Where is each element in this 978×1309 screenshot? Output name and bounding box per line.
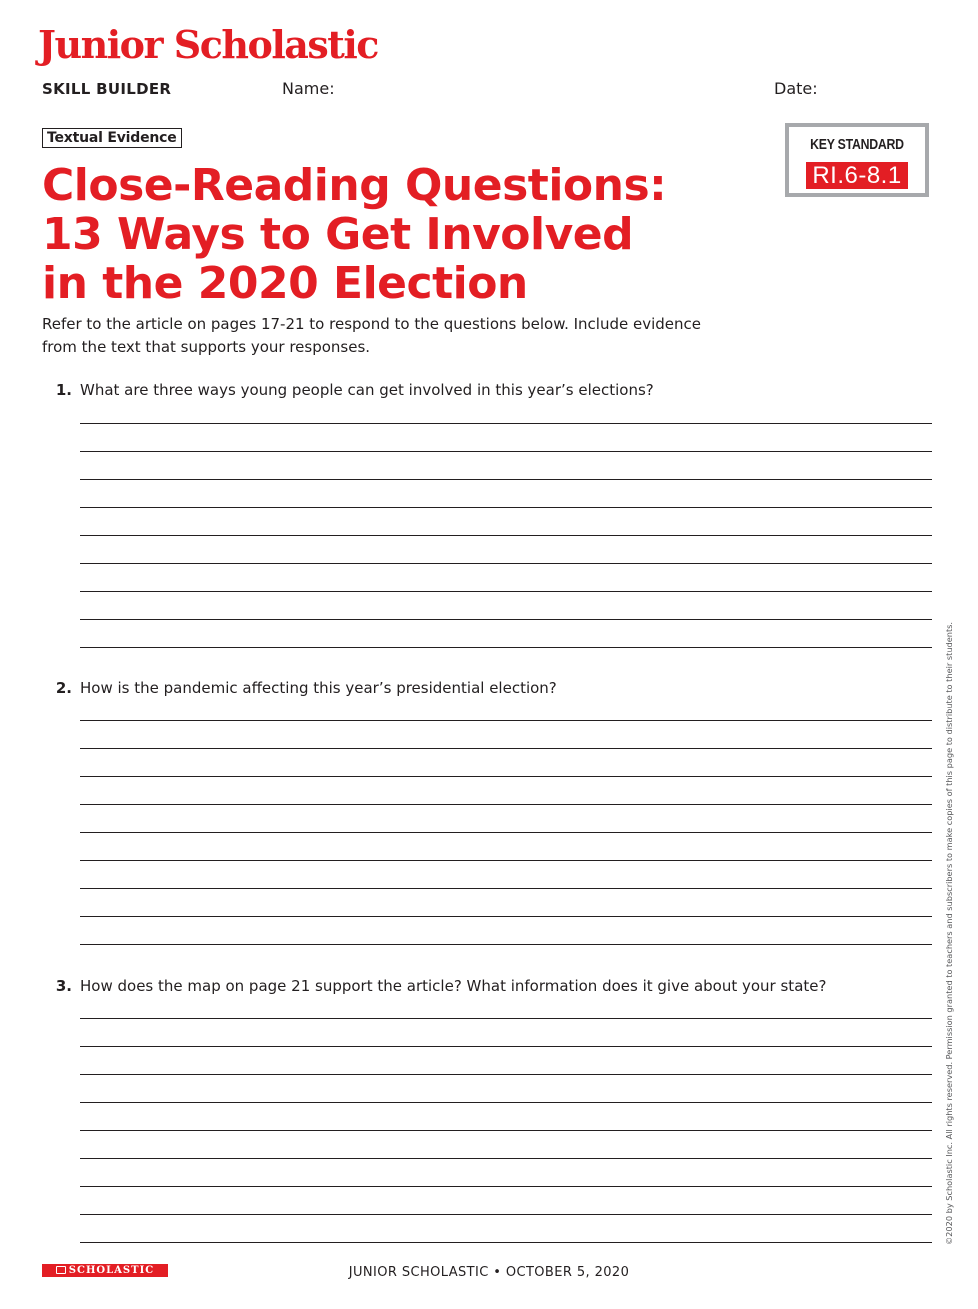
answer-line[interactable] [80,1046,932,1047]
answer-line[interactable] [80,1102,932,1103]
title-line: Close-Reading Questions: [42,160,667,211]
answer-line[interactable] [80,720,932,721]
answer-line[interactable] [80,1186,932,1187]
date-label: Date: [774,79,818,98]
answer-line[interactable] [80,591,932,592]
instructions-line: from the text that supports your responses. [42,338,371,356]
topic-tag: Textual Evidence [42,128,182,148]
name-label: Name: [282,79,335,98]
answer-line[interactable] [80,748,932,749]
answer-line[interactable] [80,563,932,564]
question-text: How does the map on page 21 support the article? What information does it give about your state? [80,977,827,995]
key-standard-box [785,123,929,197]
answer-line[interactable] [80,1074,932,1075]
instructions [42,313,762,359]
answer-line[interactable] [80,888,932,889]
question-text: How is the pandemic affecting this year’s presidential election? [80,679,557,697]
question-number: 1. [55,381,72,399]
answer-line[interactable] [80,619,932,620]
answer-line[interactable] [80,479,932,480]
answer-line[interactable] [80,832,932,833]
answer-line[interactable] [80,804,932,805]
question-number: 2. [55,679,72,697]
answer-line[interactable] [80,860,932,861]
key-standard-label: KEY STANDARD [810,136,904,153]
answer-line[interactable] [80,776,932,777]
answer-line[interactable] [80,535,932,536]
page-title [42,161,742,308]
answer-line[interactable] [80,944,932,945]
answer-line[interactable] [80,1130,932,1131]
title-line: 13 Ways to Get Involved [42,209,634,260]
question-text: What are three ways young people can get involved in this year’s elections? [80,381,654,399]
instructions-line: Refer to the article on pages 17-21 to respond to the questions below. Include evidence [42,315,702,333]
answer-line[interactable] [80,916,932,917]
answer-line[interactable] [80,451,932,452]
answer-line[interactable] [80,1214,932,1215]
answer-line[interactable] [80,1018,932,1019]
section-label: SKILL BUILDER [42,80,172,98]
key-standard-code: RI.6-8.1 [806,162,908,189]
answer-line[interactable] [80,507,932,508]
answer-line[interactable] [80,423,932,424]
answer-line[interactable] [80,1158,932,1159]
title-line: in the 2020 Election [42,258,528,309]
answer-line[interactable] [80,647,932,648]
junior-scholastic-logo: Junior Scholastic [38,22,378,67]
question-number: 3. [55,977,72,995]
brand-text: SCHOLASTIC [68,1265,155,1276]
copyright-note: ©2020 by Scholastic Inc. All rights reserved. Permission granted to teachers and subscribers to make copies of this page to distribute to their students. [944,621,954,1245]
footer-text: JUNIOR SCHOLASTIC • OCTOBER 5, 2020 [348,1265,630,1280]
answer-line[interactable] [80,1242,932,1243]
